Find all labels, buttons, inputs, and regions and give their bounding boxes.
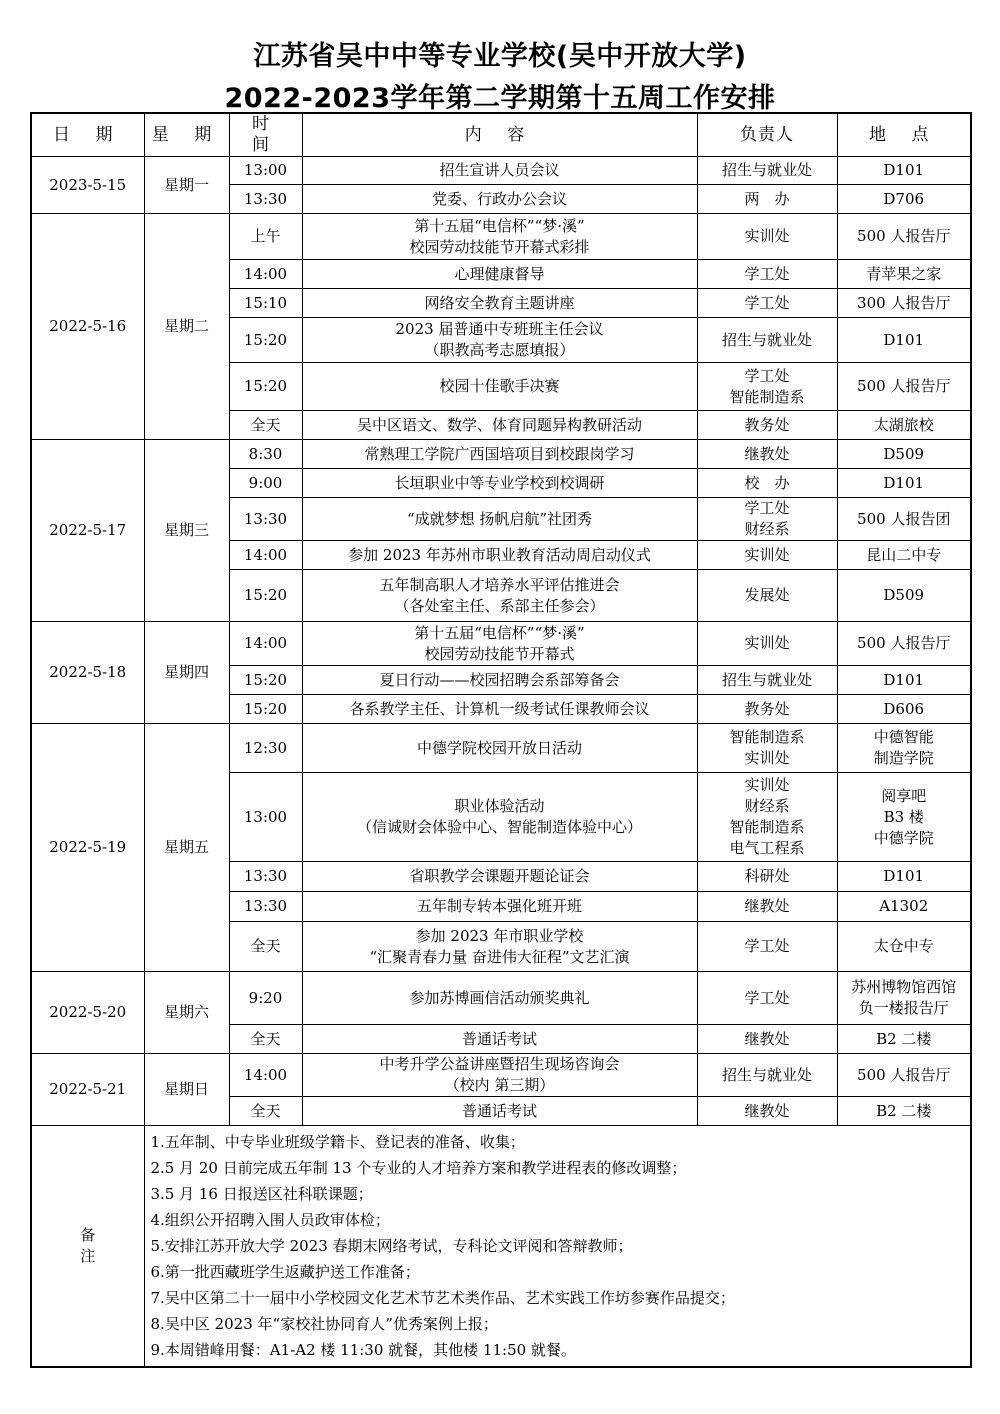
- owner-cell: [697, 411, 837, 440]
- time-cell: 13:00: [229, 773, 302, 862]
- content-cell: [302, 363, 697, 411]
- location-cell-line: A1302: [879, 897, 929, 915]
- owner-cell: [697, 695, 837, 724]
- owner-cell: [697, 1025, 837, 1054]
- notes-row: [31, 1126, 971, 1368]
- owner-cell: [697, 922, 837, 972]
- owner-cell: [697, 498, 837, 541]
- owner-cell-line: 财经系: [744, 797, 790, 815]
- location-cell-line: 青苹果之家: [866, 264, 942, 283]
- owner-cell-line: 招生与就业处: [721, 330, 812, 349]
- time-cell: 15:20: [229, 363, 302, 411]
- owner-cell: [697, 260, 837, 289]
- owner-cell-line: 学工处: [744, 499, 790, 517]
- location-cell-line: 中德智能: [873, 728, 934, 746]
- owner-cell-line: 学工处: [744, 988, 790, 1007]
- content-cell: [302, 570, 697, 622]
- content-cell: [302, 972, 697, 1025]
- owner-cell-line: 继教处: [744, 444, 790, 463]
- time-cell: 13:30: [229, 498, 302, 541]
- schedule-body: [31, 157, 971, 1368]
- owner-cell-line: 招生与就业处: [721, 670, 812, 689]
- content-cell: [302, 1025, 697, 1054]
- content-cell: [302, 862, 697, 892]
- weekday-cell: 星期一: [144, 157, 229, 214]
- content-cell: [302, 622, 697, 666]
- content-cell: [302, 469, 697, 498]
- time-cell: 13:30: [229, 185, 302, 214]
- location-cell: [837, 469, 971, 498]
- owner-cell: [697, 1054, 837, 1097]
- content-cell-line: 五年制专转本强化班开班: [416, 897, 582, 915]
- location-cell: [837, 1025, 971, 1054]
- content-cell: [302, 289, 697, 318]
- location-cell-line: D101: [883, 670, 925, 689]
- content-cell: [302, 185, 697, 214]
- date-cell: 2022-5-17: [31, 440, 144, 622]
- table-row: [31, 440, 971, 469]
- content-cell-line: （校内 第三期）: [444, 1076, 555, 1094]
- content-cell: [302, 666, 697, 695]
- owner-cell: [697, 862, 837, 892]
- location-cell-line: 太仓中专: [873, 937, 934, 955]
- location-cell: [837, 498, 971, 541]
- owner-cell-line: 学工处: [744, 264, 790, 283]
- location-cell: [837, 185, 971, 214]
- owner-cell-line: 智能制造系: [729, 728, 805, 746]
- header-location: 地 点: [837, 113, 971, 157]
- location-cell: [837, 214, 971, 260]
- content-cell-line: 第十五届“电信杯”“梦·溪”: [414, 623, 585, 642]
- content-cell: [302, 724, 697, 773]
- owner-cell-line: 学工处: [744, 293, 790, 312]
- location-cell-line: B2 二楼: [876, 1029, 932, 1048]
- location-cell: [837, 922, 971, 972]
- owner-cell-line: 实训处: [744, 776, 790, 794]
- content-cell-line: （信诚财会体验中心、智能制造体验中心）: [356, 818, 642, 836]
- location-cell-line: B2 二楼: [876, 1101, 932, 1120]
- location-cell-line: D101: [883, 473, 925, 492]
- content-cell-line: 第十五届“电信杯”“梦·溪”: [414, 216, 585, 235]
- content-cell-line: 普通话考试: [461, 1029, 537, 1048]
- location-cell-line: D101: [883, 330, 925, 349]
- note-item: 6.第一批西藏班学生返藏护送工作准备；: [150, 1263, 420, 1281]
- location-cell-line: 500 人报告厅: [857, 634, 951, 652]
- owner-cell: [697, 972, 837, 1025]
- location-cell: [837, 773, 971, 862]
- time-cell: 全天: [229, 922, 302, 972]
- location-cell-line: 太湖旅校: [873, 415, 934, 434]
- owner-cell: [697, 773, 837, 862]
- owner-cell-line: 招生与就业处: [721, 161, 812, 179]
- note-item: 2.5 月 20 日前完成五年制 13 个专业的人才培养方案和教学进程表的修改调整；: [150, 1159, 687, 1177]
- owner-cell-line: 实训处: [744, 545, 790, 564]
- weekday-cell: 星期日: [144, 1054, 229, 1126]
- location-cell-line: 负一楼报告厅: [858, 999, 949, 1017]
- content-cell-line: 省职教学会课题开题论证会: [409, 867, 590, 885]
- content-cell: [302, 695, 697, 724]
- location-cell-line: 中德学院: [873, 828, 934, 847]
- table-row: [31, 1054, 971, 1097]
- content-cell-line: 参加苏博画信活动颁奖典礼: [409, 988, 590, 1007]
- location-cell: [837, 570, 971, 622]
- location-cell: [837, 666, 971, 695]
- time-cell: 14:00: [229, 1054, 302, 1097]
- time-cell: 12:30: [229, 724, 302, 773]
- schedule-table: [30, 112, 972, 1368]
- content-cell: [302, 318, 697, 363]
- table-row: [31, 972, 971, 1025]
- location-cell-line: D606: [883, 699, 925, 718]
- location-cell-line: D509: [883, 586, 925, 604]
- owner-cell: [697, 570, 837, 622]
- location-cell-line: 500 人报告厅: [857, 377, 951, 395]
- content-cell-line: 常熟理工学院广西国培项目到校跟岗学习: [364, 444, 635, 463]
- note-item: 5.安排江苏开放大学 2023 春期末网络考试，专科论文评阅和答辩教师；: [150, 1237, 633, 1255]
- location-cell-line: 300 人报告厅: [857, 293, 951, 312]
- time-cell: 9:20: [229, 972, 302, 1025]
- content-cell-line: 校园十佳歌手决赛: [439, 377, 560, 395]
- owner-cell-line: 科研处: [744, 867, 790, 885]
- time-cell: 13:30: [229, 862, 302, 892]
- owner-cell: [697, 724, 837, 773]
- location-cell-line: 500 人报告团: [857, 509, 951, 528]
- content-cell-line: “汇聚青春力量 奋进伟大征程”文艺汇演: [369, 947, 630, 966]
- time-cell: 15:10: [229, 289, 302, 318]
- content-cell: [302, 260, 697, 289]
- content-cell-line: 职业体验活动: [454, 797, 545, 815]
- note-item: 3.5 月 16 日报送区社科联课题；: [150, 1185, 373, 1203]
- table-row: [31, 157, 971, 185]
- owner-cell-line: 发展处: [744, 586, 790, 604]
- header-owner: 负责人: [697, 113, 837, 157]
- content-cell-line: （职教高考志愿填报）: [424, 341, 575, 359]
- location-cell: [837, 622, 971, 666]
- content-cell-line: 普通话考试: [461, 1101, 537, 1120]
- owner-cell-line: 继教处: [744, 1101, 790, 1120]
- content-cell: [302, 498, 697, 541]
- content-cell: [302, 214, 697, 260]
- owner-cell-line: 继教处: [744, 897, 790, 915]
- header-content: 内 容: [302, 113, 697, 157]
- time-cell: 9:00: [229, 469, 302, 498]
- content-cell-line: 参加 2023 年市职业学校: [415, 926, 584, 945]
- weekday-cell: 星期四: [144, 622, 229, 724]
- location-cell: [837, 892, 971, 922]
- owner-cell-line: 学工处: [744, 937, 790, 955]
- content-cell: [302, 440, 697, 469]
- content-cell: [302, 1097, 697, 1126]
- owner-cell: [697, 318, 837, 363]
- content-cell-line: 心理健康督导: [454, 264, 545, 283]
- owner-cell-line: 招生与就业处: [721, 1065, 812, 1084]
- content-cell-line: 吴中区语文、数学、体育同题异构教研活动: [356, 415, 642, 434]
- content-cell-line: 2023 届普通中专班班主任会议: [395, 320, 604, 338]
- location-cell-line: D706: [883, 189, 925, 208]
- location-cell: [837, 411, 971, 440]
- owner-cell-line: 实训处: [744, 227, 790, 245]
- location-cell: [837, 724, 971, 773]
- note-item: 7.吴中区第二十一届中小学校园文化艺术节艺术类作品、艺术实践工作坊参赛作品提交；: [150, 1289, 735, 1307]
- content-cell-line: 招生宣讲人员会议: [439, 161, 560, 179]
- time-cell: 14:00: [229, 541, 302, 570]
- location-cell-line: D101: [883, 867, 925, 885]
- time-cell: 15:20: [229, 666, 302, 695]
- time-cell: 14:00: [229, 260, 302, 289]
- location-cell-line: B3 楼: [883, 807, 924, 826]
- header-date: 日 期: [31, 113, 144, 157]
- owner-cell-line: 智能制造系: [729, 387, 805, 406]
- weekday-cell: 星期五: [144, 724, 229, 972]
- owner-cell: [697, 214, 837, 260]
- content-cell: [302, 773, 697, 862]
- owner-cell-line: 两 办: [744, 189, 790, 208]
- owner-cell-line: 实训处: [744, 634, 790, 652]
- location-cell: [837, 972, 971, 1025]
- owner-cell: [697, 1097, 837, 1126]
- location-cell-line: 昆山二中专: [866, 545, 942, 564]
- time-cell: 8:30: [229, 440, 302, 469]
- time-cell: 13:00: [229, 157, 302, 185]
- date-cell: 2022-5-18: [31, 622, 144, 724]
- location-cell-line: 500 人报告厅: [857, 1065, 951, 1084]
- note-item: 9.本周错峰用餐：A1-A2 楼 11:30 就餐，其他楼 11:50 就餐。: [150, 1341, 576, 1359]
- content-cell-line: 夏日行动——校园招聘会系部筹备会: [379, 670, 620, 689]
- content-cell-line: 中考升学公益讲座暨招生现场咨询会: [379, 1055, 620, 1073]
- header-time: 时 间: [229, 113, 302, 157]
- time-cell: 全天: [229, 1097, 302, 1126]
- date-cell: 2022-5-16: [31, 214, 144, 440]
- owner-cell: [697, 892, 837, 922]
- location-cell-line: D101: [883, 161, 925, 179]
- time-cell: 全天: [229, 1025, 302, 1054]
- content-cell-line: 五年制高职人才培养水平评估推进会: [379, 575, 620, 594]
- owner-cell-line: 教务处: [744, 699, 790, 718]
- note-item: 8.吴中区 2023 年“家校社协同育人”优秀案例上报；: [150, 1315, 498, 1333]
- table-row: [31, 622, 971, 666]
- owner-cell: [697, 440, 837, 469]
- owner-cell: [697, 541, 837, 570]
- content-cell-line: 校园劳动技能节开幕式彩排: [409, 237, 590, 256]
- time-cell: 14:00: [229, 622, 302, 666]
- weekday-cell: 星期二: [144, 214, 229, 440]
- date-cell: 2022-5-19: [31, 724, 144, 972]
- location-cell: [837, 157, 971, 185]
- weekday-cell: 星期三: [144, 440, 229, 622]
- date-cell: 2022-5-21: [31, 1054, 144, 1126]
- owner-cell: [697, 363, 837, 411]
- location-cell-line: 阅享吧: [881, 786, 927, 805]
- content-cell-line: 网络安全教育主题讲座: [424, 293, 575, 312]
- content-cell-line: 党委、行政办公会议: [431, 189, 567, 208]
- note-item: 1.五年制、中专毕业班级学籍卡、登记表的准备、收集；: [150, 1133, 525, 1151]
- content-cell-line: 长垣职业中等专业学校到校调研: [394, 473, 605, 492]
- time-cell: 15:20: [229, 695, 302, 724]
- time-cell: 上午: [229, 214, 302, 260]
- owner-cell: [697, 157, 837, 185]
- content-cell-line: 中德学院校园开放日活动: [416, 738, 582, 757]
- owner-cell: [697, 622, 837, 666]
- owner-cell-line: 智能制造系: [729, 818, 805, 836]
- location-cell: [837, 260, 971, 289]
- location-cell: [837, 289, 971, 318]
- notes-list: [144, 1126, 971, 1368]
- location-cell-line: D509: [883, 444, 925, 463]
- content-cell-line: 参加 2023 年苏州市职业教育活动周启动仪式: [348, 545, 651, 564]
- time-cell: 15:20: [229, 318, 302, 363]
- content-cell-line: 校园劳动技能节开幕式: [424, 644, 575, 663]
- owner-cell: [697, 185, 837, 214]
- location-cell-line: 苏州博物馆西馆: [851, 978, 957, 996]
- header-day: 星 期: [144, 113, 229, 157]
- location-cell-line: 500 人报告厅: [857, 227, 951, 245]
- time-cell: 13:30: [229, 892, 302, 922]
- content-cell: [302, 1054, 697, 1097]
- content-cell-line: 各系教学主任、计算机一级考试任课教师会议: [349, 699, 650, 718]
- note-item: 4.组织公开招聘入围人员政审体检；: [150, 1211, 390, 1229]
- table-row: [31, 724, 971, 773]
- page-title-line1: 江苏省吴中中等专业学校(吴中开放大学): [253, 41, 747, 72]
- content-cell-line: “成就梦想 扬帆启航”社团秀: [406, 509, 593, 528]
- owner-cell: [697, 666, 837, 695]
- owner-cell-line: 学工处: [744, 366, 790, 385]
- owner-cell-line: 校 办: [744, 473, 790, 492]
- location-cell: [837, 318, 971, 363]
- notes-label-char: 备: [80, 1226, 96, 1244]
- location-cell: [837, 862, 971, 892]
- owner-cell-line: 财经系: [744, 520, 790, 538]
- location-cell: [837, 695, 971, 724]
- content-cell: [302, 892, 697, 922]
- content-cell: [302, 157, 697, 185]
- location-cell-line: 制造学院: [873, 749, 934, 767]
- content-cell: [302, 411, 697, 440]
- time-cell: 15:20: [229, 570, 302, 622]
- location-cell: [837, 1097, 971, 1126]
- owner-cell: [697, 469, 837, 498]
- owner-cell: [697, 289, 837, 318]
- owner-cell-line: 实训处: [744, 749, 790, 767]
- owner-cell-line: 继教处: [744, 1029, 790, 1048]
- table-row: [31, 214, 971, 260]
- location-cell: [837, 541, 971, 570]
- content-cell: [302, 922, 697, 972]
- notes-label-char: 注: [80, 1247, 96, 1265]
- notes-label: [31, 1126, 144, 1368]
- weekday-cell: 星期六: [144, 972, 229, 1054]
- location-cell: [837, 440, 971, 469]
- content-cell-line: （各处室主任、系部主任参会）: [394, 596, 605, 615]
- date-cell: 2023-5-15: [31, 157, 144, 214]
- page-title-line2: 2022-2023学年第二学期第十五周工作安排: [224, 83, 776, 114]
- location-cell: [837, 363, 971, 411]
- owner-cell-line: 教务处: [744, 415, 790, 434]
- location-cell: [837, 1054, 971, 1097]
- date-cell: 2022-5-20: [31, 972, 144, 1054]
- owner-cell-line: 电气工程系: [729, 839, 805, 857]
- time-cell: 全天: [229, 411, 302, 440]
- content-cell: [302, 541, 697, 570]
- header-row: [31, 113, 971, 157]
